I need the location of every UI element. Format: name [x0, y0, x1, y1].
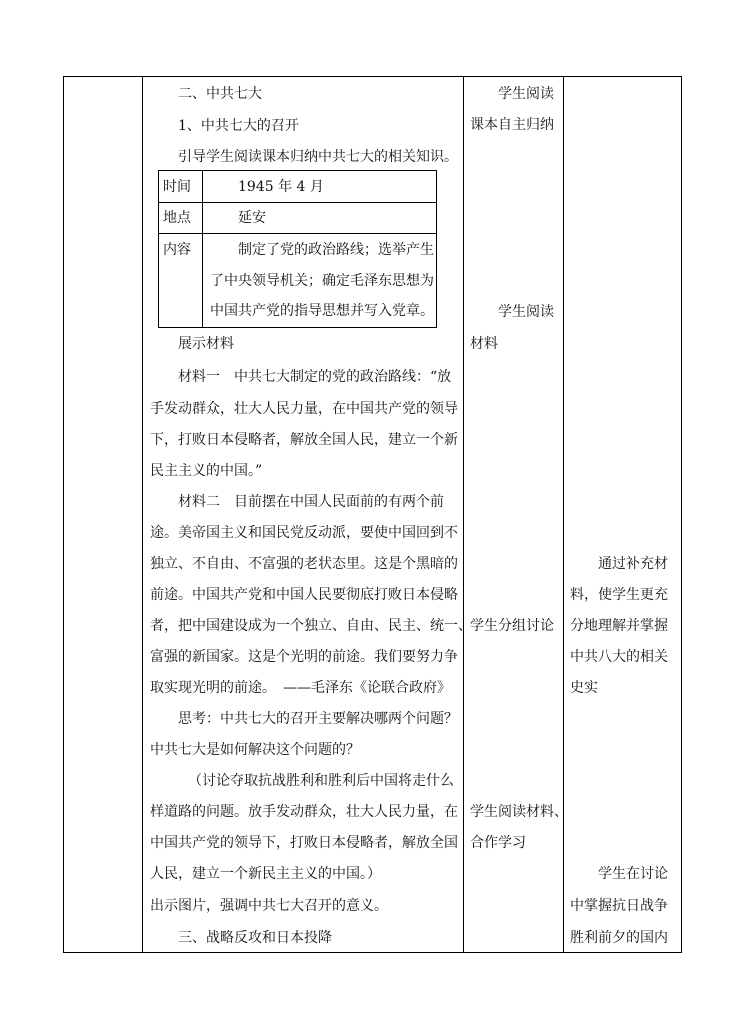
design-intent-line: 中掌握抗日战争: [570, 898, 668, 914]
student-activity-line: 课本自主归纳: [470, 117, 554, 133]
design-intent-line: 学生在讨论: [598, 866, 668, 882]
discussion-line: （讨论夺取抗战胜利和胜利后中国将走什么: [188, 773, 454, 789]
table-top-border: [63, 76, 682, 77]
material2-line: 富强的新国家。这是个光明的前途。我们要努力争: [150, 649, 458, 665]
material2-line: 者，把中国建设成为一个独立、自由、民主、统一、: [150, 618, 472, 634]
material2-line: 前途。中国共产党和中国人民要彻底打败日本侵略: [150, 587, 458, 603]
section-heading-2: 二、中共七大: [178, 86, 262, 102]
discussion-line: 人民，建立一个新民主主义的中国。）: [150, 866, 381, 882]
info-value-content-line: 了中央领导机关；确定毛泽东思想为: [210, 273, 434, 289]
student-activity-line: 学生分组讨论: [470, 618, 554, 634]
info-value-content-line: 中国共产党的指导思想并写入党章。: [210, 303, 434, 319]
info-label-content: 内容: [163, 242, 191, 258]
student-activity-line: 合作学习: [470, 835, 526, 851]
info-label-place: 地点: [163, 210, 191, 226]
design-intent-line: 通过补充材: [598, 556, 668, 572]
design-intent-line: 料，使学生更充: [570, 587, 668, 603]
show-material-label: 展示材料: [178, 336, 234, 352]
subsection-heading: 1、中共七大的召开: [178, 118, 299, 134]
column-divider-2: [463, 76, 464, 953]
question-line: 中共七大是如何解决这个问题的？: [150, 742, 360, 758]
discussion-line: 中国共产党的领导下，打败日本侵略者，解放全国: [150, 835, 458, 851]
guide-text: 引导学生阅读课本归纳中共七大的相关知识。: [178, 149, 458, 165]
show-picture-text: 出示图片，强调中共七大召开的意义。: [150, 898, 388, 914]
design-intent-line: 分地理解并掌握: [570, 618, 668, 634]
info-value-place: 延安: [238, 210, 266, 226]
design-intent-line: 中共八大的相关: [570, 649, 668, 665]
discussion-line: 样道路的问题。放手发动群众，壮大人民力量，在: [150, 804, 458, 820]
material2-line: 途。美帝国主义和国民党反动派，要使中国回到不: [150, 525, 458, 541]
student-activity-line: 材料: [470, 336, 498, 352]
material1-line: 材料一 中共七大制定的党的政治路线：“放: [178, 369, 452, 385]
material2-line: 独立、不自由、不富强的老状态里。这是个黑暗的: [150, 556, 458, 572]
material1-line: 手发动群众，壮大人民力量，在中国共产党的领导: [150, 401, 458, 417]
info-label-time: 时间: [163, 179, 191, 195]
material2-line: 取实现光明的前途。 ——毛泽东《论联合政府》: [150, 680, 451, 696]
design-intent-line: 胜利前夕的国内: [570, 930, 668, 946]
section-heading-3: 三、战略反攻和日本投降: [178, 930, 332, 946]
student-activity-line: 学生阅读: [498, 304, 554, 320]
question-line: 思考：中共七大的召开主要解决哪两个问题？: [178, 711, 458, 727]
material2-line: 材料二 目前摆在中国人民面前的有两个前: [178, 494, 444, 510]
info-value-content-line: 制定了党的政治路线；选举产生: [238, 242, 434, 258]
info-value-time: 1945 年 4 月: [238, 179, 324, 195]
column-divider-1: [142, 76, 143, 953]
table-left-border: [63, 76, 64, 953]
design-intent-line: 史实: [570, 680, 598, 696]
material1-line: 下，打败日本侵略者，解放全国人民，建立一个新: [150, 432, 458, 448]
material1-line: 民主主义的中国。”: [150, 463, 263, 479]
student-activity-line: 学生阅读: [498, 86, 554, 102]
table-right-border: [681, 76, 682, 953]
student-activity-line: 学生阅读材料、: [470, 804, 568, 820]
table-bottom-border: [63, 952, 682, 953]
